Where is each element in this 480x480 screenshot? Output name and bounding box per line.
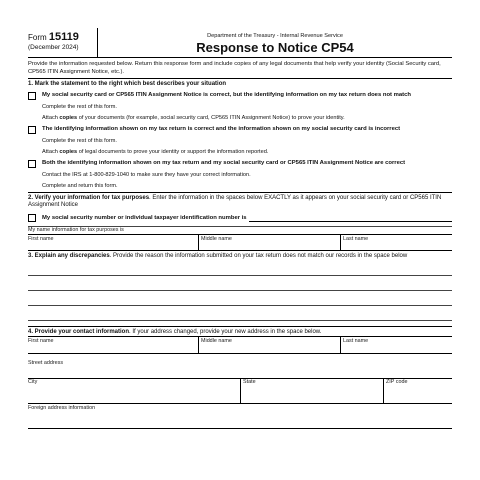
form-word: Form [28, 33, 47, 42]
option-2-sub1: Complete the rest of this form. [42, 138, 117, 145]
street-row [28, 353, 452, 378]
form-title: Response to Notice CP54 [196, 40, 354, 55]
department: Department of the Treasury - Internal Revenue Service [207, 33, 343, 39]
zip-field[interactable]: ZIP code [383, 379, 452, 403]
option-1-sub1: Complete the rest of this form. [42, 104, 117, 111]
section1-heading: 1. Mark the statement to the right which best describes your situation [28, 81, 227, 88]
option-3 [28, 160, 452, 168]
option-1-checkbox[interactable] [28, 92, 36, 100]
tax-name-grid [28, 234, 452, 250]
option-3-label: Both the identifying information shown on my tax return and my social security card or CP565 ITIN Assignment Notice are correct [42, 160, 406, 167]
option-3-sub1: Contact the IRS at 1-800-829-1040 to make sure they have your correct information. [42, 172, 251, 179]
section4-heading: 4. Provide your contact information. If your address changed, provide your new address in the space below. [28, 329, 322, 336]
intro-text: Provide the information requested below. Return this response form and include copies of any legal documents that help verify your identity (Social Security card, CP565 ITIN Assignment Notice, etc.). [28, 58, 452, 79]
name-info-label: My name information for tax purposes is [28, 227, 124, 234]
option-2-sub2: Attach copies of legal documents to prove your identity or support the information reported. [42, 149, 269, 156]
ssn-input[interactable] [249, 215, 452, 222]
option-1-sub2: Attach copies of your documents (for example, social security card, CP565 ITIN Assignment Notice) to prove your identity. [42, 115, 345, 122]
foreign-address-field[interactable]: Foreign address information [28, 405, 96, 412]
option-1 [28, 92, 452, 100]
option-2-checkbox[interactable] [28, 126, 36, 134]
title-block [98, 28, 452, 57]
option-2 [28, 126, 452, 134]
option-2-label: The identifying information shown on my tax return is correct and the information shown on my social security card is incorrect [42, 126, 401, 133]
contact-name-grid [28, 336, 452, 353]
tax-middle-name-field[interactable]: Middle name [198, 235, 340, 250]
contact-middle-name-field[interactable]: Middle name [198, 337, 340, 353]
form-page [28, 28, 452, 429]
bottom-rule [28, 428, 452, 429]
section3-heading: 3. Explain any discrepancies. Provide the reason the information submitted on your tax return does not match our records in the space below [28, 253, 408, 260]
contact-last-name-field[interactable]: Last name [340, 337, 452, 353]
city-state-zip-row [28, 378, 452, 403]
contact-first-name-field[interactable]: First name [28, 338, 54, 345]
option-1-label: My social security card or CP565 ITIN Assignment Notice is correct, but the identifying information on my tax return does not match [42, 92, 412, 99]
foreign-row [28, 403, 452, 428]
form-date: (December 2024) [28, 44, 79, 51]
form-header [28, 28, 452, 58]
ssn-row [28, 214, 452, 222]
option-3-checkbox[interactable] [28, 160, 36, 168]
section2-heading: 2. Verify your information for tax purposes. Enter the information in the spaces below EXACTLY as it appears on your social security card or CP565 ITIN Assignment Notice [28, 195, 442, 209]
form-id-block [28, 28, 98, 57]
option-3-sub2: Complete and return this form. [42, 183, 118, 190]
form-number: 15119 [48, 31, 79, 43]
city-field[interactable]: City [28, 379, 38, 386]
state-field[interactable]: State [240, 379, 383, 403]
ssn-checkbox[interactable] [28, 214, 36, 222]
tax-last-name-field[interactable]: Last name [340, 235, 452, 250]
ssn-label: My social security number or individual taxpayer identification number is [42, 214, 247, 221]
tax-first-name-field[interactable]: First name [28, 236, 54, 243]
street-address-field[interactable]: Street address [28, 360, 64, 367]
